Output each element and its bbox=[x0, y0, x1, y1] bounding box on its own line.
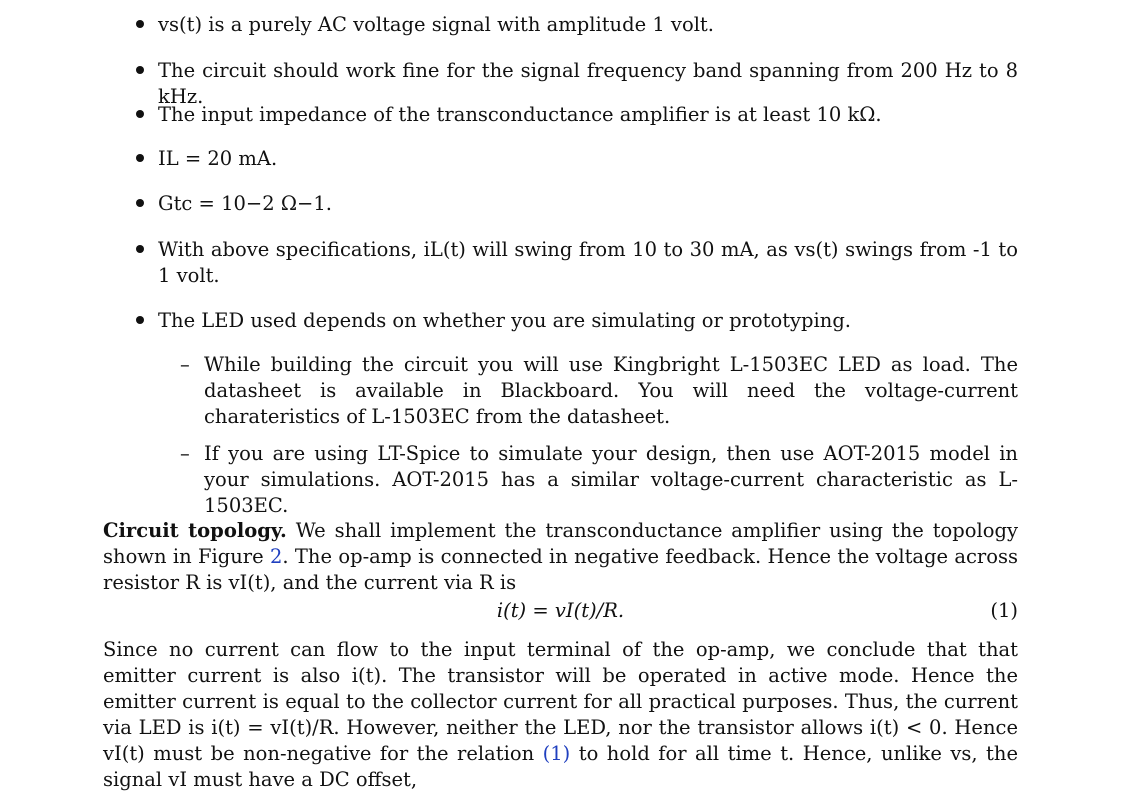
bullet-text: IL = 20 mA. bbox=[158, 147, 278, 170]
bullet-text: The LED used depends on whether you are simulating or prototyping. bbox=[158, 309, 852, 332]
equation-link[interactable]: (1) bbox=[542, 742, 571, 765]
bullet-dot bbox=[136, 199, 144, 207]
bullet-text: With above specifications, iL(t) will swing from 10 to 30 mA, as vs(t) swings from -1 to 1 volt. bbox=[158, 238, 1018, 287]
bullet-dot bbox=[136, 20, 144, 28]
bullet-dot bbox=[136, 245, 144, 253]
figure-link[interactable]: 2 bbox=[269, 545, 283, 568]
bullet-text: The input impedance of the transconductance amplifier is at least 10 kΩ. bbox=[158, 103, 882, 126]
bullet-dot bbox=[136, 154, 144, 162]
sub-bullet-text: If you are using LT-Spice to simulate your design, then use AOT-2015 model in your simulations. AOT-2015 has a similar voltage-current characteristic as L-1503EC. bbox=[204, 442, 1018, 517]
topology-heading: Circuit topology. bbox=[103, 519, 287, 542]
equation-row bbox=[103, 598, 1018, 624]
topology-text-start: We shall implement the transconductance amplifier using the topology shown in Figure bbox=[103, 519, 1019, 568]
bullet-text: vs(t) is a purely AC voltage signal with amplitude 1 volt. bbox=[158, 13, 714, 36]
equation-body: i(t) = vI(t)/R. bbox=[496, 599, 625, 622]
explanation-text-start: Since no current can flow to the input terminal of the op-amp, we conclude that that emitter current is also i(t). The transistor will be operated in active mode. Hence the emitter current is equal to the collector current for all practical purposes. Thus, the current via LED is i(t) = vI(t)/R. However, neither the LED, nor the transistor allows i(t) < 0. Hence vI(t) must be non-negative for the relation bbox=[103, 638, 1018, 765]
bullet-text: Gtc = 10−2 Ω−1. bbox=[158, 192, 332, 215]
sub-bullet-text: While building the circuit you will use Kingbright L-1503EC LED as load. The datasheet is available in Blackboard. You will need the voltage-current charateristics of L-1503EC from the datasheet. bbox=[204, 353, 1018, 428]
dash-marker: – bbox=[180, 353, 190, 376]
topology-text-end: . The op-amp is connected in negative feedback. Hence the voltage across resistor R is vI(t), and the current via R is bbox=[103, 545, 1019, 594]
bullet-dot bbox=[136, 66, 144, 74]
bullet-text: The circuit should work fine for the signal frequency band spanning from 200 Hz to 8 kHz. bbox=[158, 59, 1018, 108]
dash-marker: – bbox=[180, 442, 190, 465]
explanation-text-end: to hold for all time t. Hence, unlike vs, the signal vI must have a DC offset, bbox=[103, 742, 1018, 791]
bullet-dot bbox=[136, 316, 144, 324]
topology-paragraph bbox=[103, 518, 1018, 596]
bullet-dot bbox=[136, 110, 144, 118]
explanation-paragraph bbox=[103, 637, 1018, 793]
equation-number: (1) bbox=[990, 599, 1018, 622]
